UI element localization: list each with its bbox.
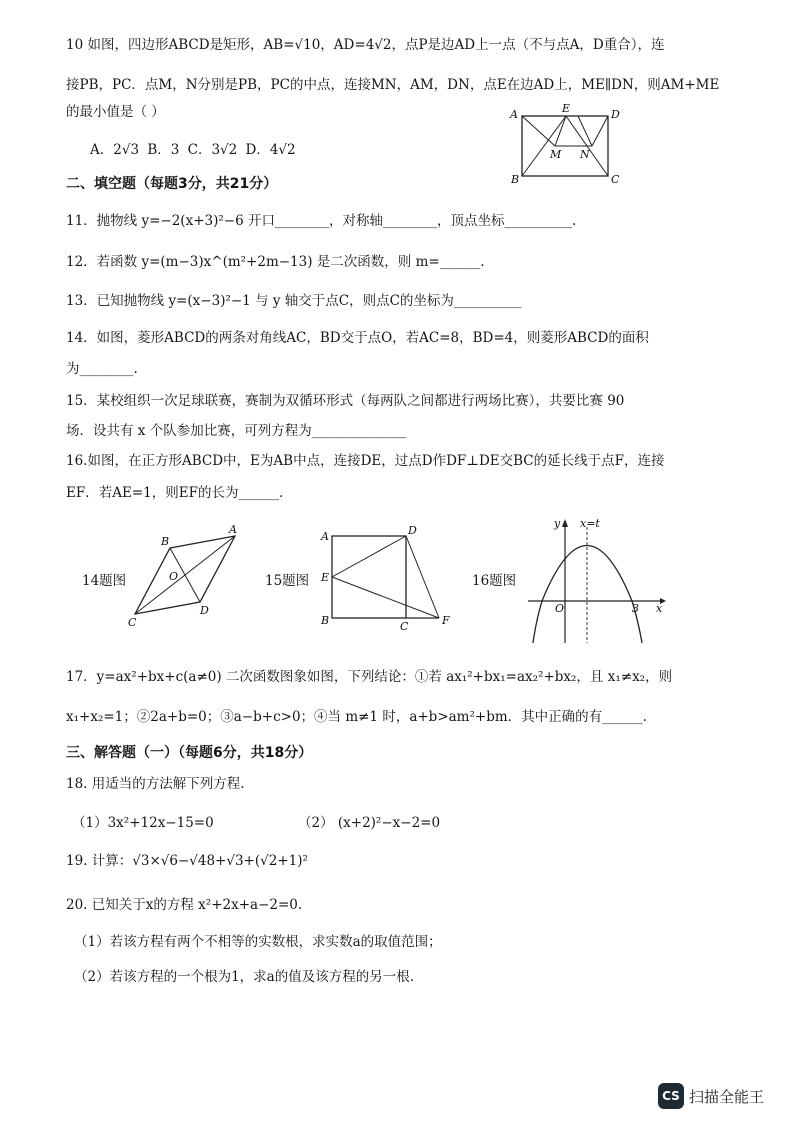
camscanner-logo-icon: CS <box>658 1083 684 1109</box>
q14-line1: 14．如图，菱形ABCD的两条对角线AC，BD交于点O，若AC=8，BD=4，则菱形ABCD的面积 <box>66 330 649 346</box>
q10-label-c: C <box>611 173 620 186</box>
q17-line2: x₁+x₂=1；②2a+b=0；③a−b+c>0；④当 m≠1 时，a+b>am²+bm．其中正确的有______. <box>66 709 647 725</box>
q10-label-e: E <box>562 102 571 115</box>
fig16-label-axis: x=t <box>580 517 600 530</box>
q16-line2: EF．若AE=1，则EF的长为______. <box>66 485 284 501</box>
q16-line1: 16.如图，在正方形ABCD中，E为AB中点，连接DE，过点D作DF⊥DE交BC的延长线于点F，连接 <box>66 453 665 469</box>
q10-line2: 接PB，PC．点M，N分别是PB，PC的中点，连接MN，AM，DN，点E在边AD上，ME∥DN，则AM+ME <box>66 77 720 93</box>
q15-line2: 场．设共有 x 个队参加比赛，可列方程为______________ <box>66 423 407 439</box>
fig16-parabola <box>520 515 670 650</box>
fig16-label-x: x <box>656 602 663 615</box>
q17-line1: 17．y=ax²+bx+c(a≠0) 二次函数图象如图，下列结论：①若 ax₁²+bx₁=ax₂²+bx₂，且 x₁≠x₂，则 <box>66 669 673 685</box>
fig16-label-three: 3 <box>632 602 639 615</box>
q10-line1: 10 如图，四边形ABCD是矩形，AB=√10，AD=4√2，点P是边AD上一点（不与点A，D重合），连 <box>66 37 665 53</box>
fig14-caption: 14题图 <box>82 573 127 589</box>
q13-text: 13．已知抛物线 y=(x−3)²−1 与 y 轴交于点C，则点C的坐标为__________ <box>66 293 522 309</box>
q14-line2: 为________. <box>66 361 138 377</box>
fig15-label-e: E <box>321 571 330 584</box>
fig14-label-o: O <box>169 570 179 583</box>
q18-title: 18. 用适当的方法解下列方程. <box>66 776 245 792</box>
fig15-label-c: C <box>400 620 409 633</box>
fig15-label-d: D <box>408 524 417 537</box>
fig15-label-a: A <box>321 530 329 543</box>
camscanner-label: 扫描全能王 <box>689 1087 765 1106</box>
q20-part1: （1）若该方程有两个不相等的实数根，求实数a的取值范围； <box>74 934 442 950</box>
q10-label-b: B <box>511 173 520 186</box>
section3-title: 三、解答题（一）（每题6分，共18分） <box>66 745 313 761</box>
q10-line3: 的最小值是（ ） <box>66 104 165 120</box>
fig15-label-f: F <box>442 614 450 627</box>
fig15-caption: 15题图 <box>265 573 310 589</box>
fig14-label-c: C <box>128 616 137 629</box>
q10-label-m: M <box>550 148 562 161</box>
q11-text: 11．抛物线 y=−2(x+3)²−6 开口________，对称轴________，顶点坐标__________. <box>66 213 577 229</box>
section2-title: 二、填空题（每题3分，共21分） <box>66 176 278 192</box>
fig14-label-d: D <box>200 604 209 617</box>
q12-text: 12．若函数 y=(m−3)x^(m²+2m−13) 是二次函数，则 m=______. <box>66 254 485 270</box>
fig16-label-y: y <box>554 517 561 530</box>
fig14-label-a: A <box>229 523 237 536</box>
q10-label-a: A <box>510 108 518 121</box>
q20-title: 20. 已知关于x的方程 x²+2x+a−2=0. <box>66 897 303 913</box>
q15-line1: 15．某校组织一次足球联赛，赛制为双循环形式（每两队之间都进行两场比赛），共要比赛 90 <box>66 393 625 409</box>
q10-label-n: N <box>580 148 590 161</box>
camscanner-watermark <box>658 1082 764 1110</box>
fig15-label-b: B <box>321 614 330 627</box>
q10-options: A．2√3 B．3 C．3√2 D．4√2 <box>90 142 296 158</box>
fig16-caption: 16题图 <box>472 573 517 589</box>
q18-part1: （1）3x²+12x−15=0 <box>72 815 214 831</box>
q10-label-d: D <box>611 108 620 121</box>
q18-part2: （2） (x+2)²−x−2=0 <box>298 815 441 831</box>
q19-text: 19. 计算：√3×√6−√48+√3+(√2+1)² <box>66 853 308 869</box>
fig14-rhombus <box>125 522 255 632</box>
fig16-label-o: O <box>555 602 565 615</box>
q20-part2: （2）若该方程的一个根为1，求a的值及该方程的另一根. <box>74 969 415 985</box>
q10-figure <box>508 103 628 193</box>
fig14-label-b: B <box>161 535 170 548</box>
fig15-square <box>318 524 468 637</box>
